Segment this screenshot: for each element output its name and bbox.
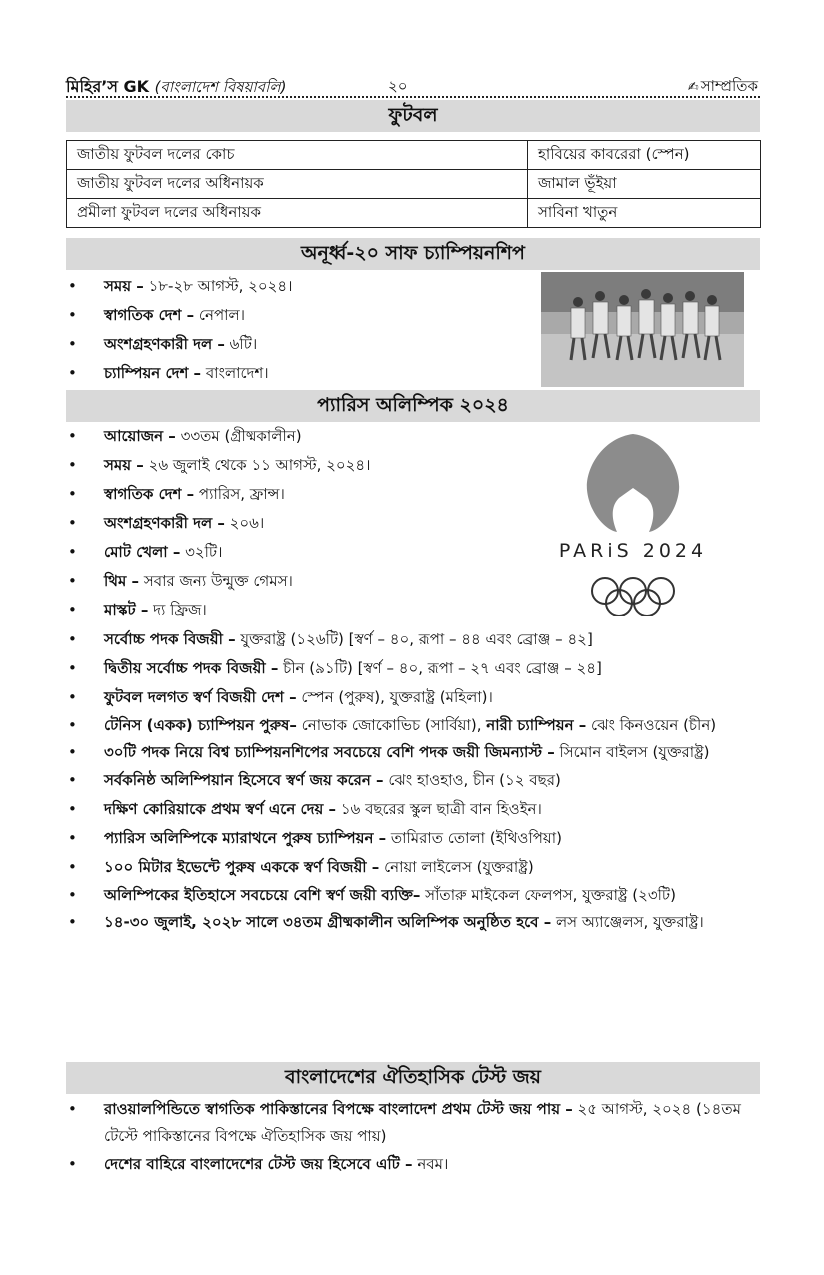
list-item: • ৩০টি পদক নিয়ে বিশ্ব চ্যাম্পিয়নশিপের সবচেয়ে বেশি পদক জয়ী জিমন্যাস্ট – সিমোন বাইলস (যুক্তরাষ্ট্র)	[66, 739, 760, 766]
list-item: • দ্বিতীয় সর্বোচ্চ পদক বিজয়ী – চীন (৯১টি) [স্বর্ণ – ৪০, রূপা – ২৭ এবং ব্রোঞ্জ – ২৪]	[66, 654, 760, 683]
page-number: ২০	[388, 77, 408, 95]
table-row	[67, 199, 761, 228]
team-photo-illustration	[541, 272, 744, 387]
list-item: • থিম – সবার জন্য উন্মুক্ত গেমস।	[66, 567, 536, 596]
table-row	[67, 141, 761, 170]
table-cell-value: জামাল ভূঁইয়া	[528, 170, 761, 199]
olympics-list-top	[66, 422, 536, 625]
list-item: • টেনিস (একক) চ্যাম্পিয়ন পুরুষ– নোভাক জোকোভিচ (সার্বিয়া), নারী চ্যাম্পিয়ন – ঝেং কিনওয়েন (চীন)	[66, 712, 760, 739]
table-cell-label: প্রমীলা ফুটবল দলের অধিনায়ক	[67, 199, 528, 228]
list-item: • ফুটবল দলগত স্বর্ণ বিজয়ী দেশ – স্পেন (পুরুষ), যুক্তরাষ্ট্র (মহিলা)।	[66, 683, 760, 712]
football-heading: ফুটবল	[66, 100, 760, 132]
olympic-flame-icon	[545, 428, 721, 538]
book-title: মিহির’স GK (বাংলাদেশ বিষয়াবলি)	[66, 77, 287, 96]
list-item: • রাওয়ালপিন্ডিতে স্বাগতিক পাকিস্তানের বিপক্ষে বাংলাদেশ প্রথম টেস্ট জয় পায় – ২৫ আগস্ট, ২০২৪ (১৪তম টেস্টে পাকিস্তানের বিপক্ষে ঐতিহাসিক জয় পায়)	[66, 1096, 760, 1150]
list-item: • স্বাগতিক দেশ – প্যারিস, ফ্রান্স।	[66, 480, 536, 509]
list-item: • চ্যাম্পিয়ন দেশ – বাংলাদেশ।	[66, 359, 536, 388]
table-row	[67, 170, 761, 199]
list-item: • সময় – ২৬ জুলাই থেকে ১১ আগস্ট, ২০২৪।	[66, 451, 536, 480]
page-header	[66, 74, 760, 98]
table-cell-value: সাবিনা খাতুন	[528, 199, 761, 228]
list-item: • স্বাগতিক দেশ – নেপাল।	[66, 301, 536, 330]
list-item: • ১৪-৩০ জুলাই, ২০২৮ সালে ৩৪তম গ্রীষ্মকালীন অলিম্পিক অনুষ্ঠিত হবে – লস অ্যাঞ্জেলস, যুক্তরাষ্ট্র।	[66, 909, 760, 936]
paris-2024-wordmark: PARiS 2024	[558, 540, 708, 562]
saff-heading: অনূর্ধ্ব-২০ সাফ চ্যাম্পিয়নশিপ	[66, 238, 760, 270]
hand-pen-icon: ✍	[687, 80, 699, 95]
table-cell-label: জাতীয় ফুটবল দলের অধিনায়ক	[67, 170, 528, 199]
list-item: • সর্বোচ্চ পদক বিজয়ী – যুক্তরাষ্ট্র (১২৬টি) [স্বর্ণ – ৪০, রূপা – ৪৪ এবং ব্রোঞ্জ – ৪২]	[66, 625, 760, 654]
paris-2024-logo	[545, 428, 721, 618]
table-cell-label: জাতীয় ফুটবল দলের কোচ	[67, 141, 528, 170]
olympics-list-bottom	[66, 625, 760, 936]
football-table	[66, 140, 761, 228]
olympic-rings-icon	[545, 576, 721, 616]
list-item: • সর্বকনিষ্ঠ অলিম্পিয়ান হিসেবে স্বর্ণ জয় করেন – ঝেং হাওহাও, চীন (১২ বছর)	[66, 766, 760, 795]
list-item: • মোট খেলা – ৩২টি।	[66, 538, 536, 567]
section-label: ✍ সাম্প্রতিক	[687, 77, 758, 95]
list-item: • আয়োজন – ৩৩তম (গ্রীষ্মকালীন)	[66, 422, 536, 451]
test-win-list	[66, 1096, 760, 1179]
list-item: • ১০০ মিটার ইভেন্টে পুরুষ এককে স্বর্ণ বিজয়ী – নোয়া লাইলেস (যুক্তরাষ্ট্র)	[66, 853, 760, 882]
list-item: • প্যারিস অলিম্পিকে ম্যারাথনে পুরুষ চ্যাম্পিয়ন – তামিরাত তোলা (ইথিওপিয়া)	[66, 824, 760, 853]
list-item: • দক্ষিণ কোরিয়াকে প্রথম স্বর্ণ এনে দেয় – ১৬ বছরের স্কুল ছাত্রী বান হিওইন।	[66, 795, 760, 824]
list-item: • অলিম্পিকের ইতিহাসে সবচেয়ে বেশি স্বর্ণ জয়ী ব্যক্তি– সাঁতারু মাইকেল ফেলপস, যুক্তরাষ্ট্র (২৩টি)	[66, 882, 760, 909]
saff-list	[66, 272, 536, 388]
list-item: • মাস্কট – দ্য ফ্রিজ।	[66, 596, 536, 625]
list-item: • অংশগ্রহণকারী দল – ২০৬।	[66, 509, 536, 538]
list-item: • দেশের বাহিরে বাংলাদেশের টেস্ট জয় হিসেবে এটি – নবম।	[66, 1150, 760, 1179]
olympics-heading: প্যারিস অলিম্পিক ২০২৪	[66, 390, 760, 422]
team-photo	[541, 272, 744, 387]
list-item: • সময় – ১৮-২৮ আগস্ট, ২০২৪।	[66, 272, 536, 301]
list-item: • অংশগ্রহণকারী দল – ৬টি।	[66, 330, 536, 359]
table-cell-value: হাবিয়ের কাবরেরা (স্পেন)	[528, 141, 761, 170]
test-win-heading: বাংলাদেশের ঐতিহাসিক টেস্ট জয়	[66, 1062, 760, 1094]
